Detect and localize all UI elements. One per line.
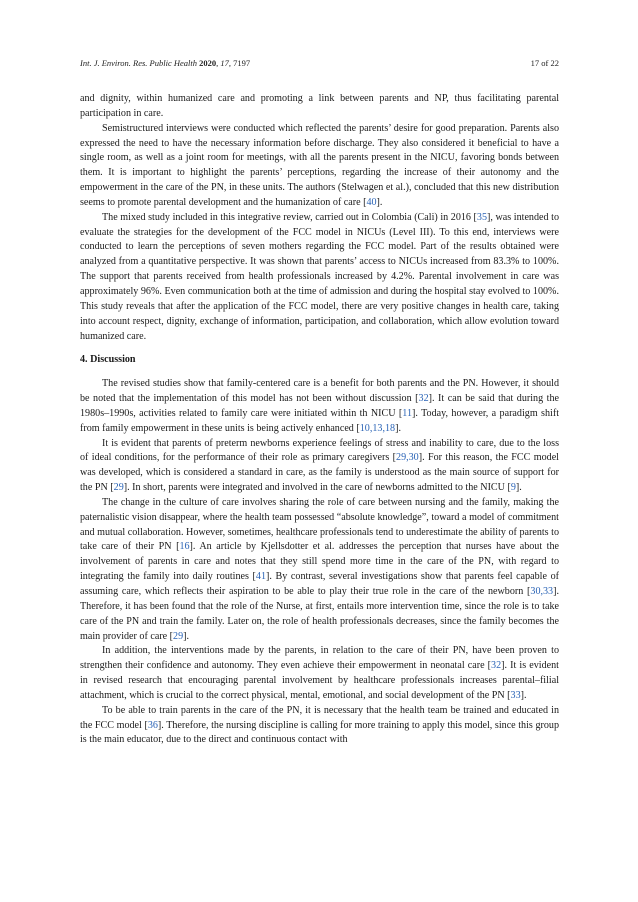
paragraph-text: ]. An article by Kjellsdotter et al. addresses the perception that nurses have about the involvement of parents in care and notes that they still spend more time in the care of the PN, with regard to integrating the family into daily routines [ — [80, 541, 559, 583]
running-header — [80, 58, 559, 72]
paragraph-text: ]. — [183, 630, 190, 642]
paragraph-text: The mixed study included in this integrative review, carried out in Colombia (Cali) in 2016 [ — [102, 211, 477, 223]
citation-link[interactable]: 41 — [255, 571, 267, 583]
paragraph-text: Semistructured interviews were conducted which reflected the parents’ desire for good preparation. Parents also expressed the need to have the necessary information before discharge. They also considered it beneficial to have a single room, as well as a joint room for meetings, with all the parents present in the NICU, favoring bonds between them. It is important to highlight the parents’ perceptions, regarding the increase of their autonomy and the empowerment in the care of the PN, in these units. The authors (Stelwagen et al.), concluded that this new distribution seems to promote parental development and the humanization of care [ — [80, 122, 559, 208]
paragraph — [80, 122, 559, 211]
section-title: Discussion — [90, 354, 136, 366]
article-number: 7197 — [233, 58, 251, 68]
paragraph-text: The revised studies show that family-centered care is a benefit for both parents and the PN. However, it should be noted that the implementation of this model has not been without discussion [ — [80, 378, 559, 405]
paragraph — [80, 704, 559, 749]
paragraph-text: ]. — [395, 422, 401, 434]
citation-link[interactable]: 40 — [366, 196, 377, 208]
page-number: 17 of 22 — [530, 58, 559, 68]
discussion-paragraphs — [80, 377, 559, 748]
paragraph-text: It is evident that parents of preterm newborns experience feelings of stress and inability to care, due to the loss of ideal conditions, for the performance of their role as primary caregivers [ — [80, 437, 559, 464]
paragraph-text: ]. It can be said that during the 1980s–1990s, activities related to family care were initiated within th NICU [ — [80, 393, 559, 419]
paragraph-text: In addition, the interventions made by the parents, in relation to the care of their PN, have been proven to strengthen their confidence and autonomy. They even achieve their empowerment in neonatal care [ — [80, 645, 559, 672]
paragraph-text: ]. For this reason, the FCC model was developed, which is considered a standard in care, as the family is understood as the main source of support for the PN [ — [80, 452, 559, 494]
section-number: 4. — [80, 354, 88, 366]
citation-link[interactable]: 11 — [402, 407, 413, 419]
article-body — [80, 92, 559, 748]
paragraph — [80, 496, 559, 644]
paragraph — [80, 211, 559, 345]
journal-name: Int. J. Environ. Res. Public Health — [80, 58, 198, 68]
paragraph-text: ]. — [515, 482, 522, 494]
section-heading — [80, 353, 559, 368]
paragraph-text: ]. Therefore, it has been found that the role of the Nurse, at first, entails more intervention time, since the role is to take care of the PN and train the family. Later on, the role of health professionals decreases, since the family becomes the main provider of care [ — [80, 586, 559, 642]
journal-volume: 17 — [220, 58, 229, 68]
paragraph-text: The change in the culture of care involves sharing the role of care between nursing and the family, making the paternalistic vision disappear, where the health team possessed “absolute knowledge”, toward a model of commitment and mutual collaboration. However, sometimes, healthcare professionals tend to underestimate the ability of parents to take care of their PN [ — [80, 496, 559, 553]
paragraph — [80, 644, 559, 703]
paragraph-text: ]. — [376, 196, 383, 208]
citation-link[interactable]: 32 — [418, 393, 429, 405]
citation-link[interactable]: 29 — [173, 630, 184, 642]
citation-link[interactable]: 29,30 — [396, 452, 419, 464]
citation-link[interactable]: 10,13,18 — [359, 422, 396, 434]
citation-link[interactable]: 16 — [179, 541, 190, 553]
paragraph-text: ]. It is evident in revised research that encouraging parental involvement by healthcare professionals increases parental–filial attachment, which is crucial to the correct physical, mental, emotional, and social development of the PN [ — [80, 660, 559, 701]
citation-link[interactable]: 9 — [510, 482, 516, 494]
citation-link[interactable]: 35 — [476, 211, 488, 223]
citation-link[interactable]: 33 — [510, 689, 521, 701]
paragraph-text: ]. Today, however, a paradigm shift from family empowerment in these units is being actively enhanced [ — [80, 407, 559, 434]
paragraph-text: ], was intended to evaluate the strategies for the development of the FCC model in NICUs (Level III). To this end, interviews were conducted to learn the perceptions of seven mothers regarding the FCC model. Part of the results obtained were analyzed from a quantitative perspective. It was shown that parents’ access to NICUs increased from 83.3% to 100%. The support that parents received from health professionals increased by 4.2%. Parental involvement in care was approximately 96%. Even communication both at the time of admission and during the hospital stay evolved to 100%. This study reveals that after the application of the FCC model, there are very positive changes in health care, taking into account respect, dignity, exchange of information, participation, and collaboration, which allow evolution toward humanized care. — [80, 211, 559, 342]
results-paragraphs — [80, 92, 559, 344]
paragraph — [80, 377, 559, 436]
citation-link[interactable]: 32 — [491, 660, 502, 672]
paragraph-text: ]. Therefore, the nursing discipline is calling for more training to apply this model, since this group is the main educator, due to the direct and continuous contact with — [80, 719, 559, 746]
paragraph-text: ]. By contrast, several investigations show that parents feel capable of assuming care, which reflects their aspiration to be able to play their true role in the care of the newborn [ — [80, 571, 559, 597]
journal-citation: Int. J. Environ. Res. Public Health 2020, 17, 7197 — [80, 58, 251, 68]
paragraph — [80, 437, 559, 496]
paragraph-text: To be able to train parents in the care of the PN, it is necessary that the health team be trained and educated in the FCC model [ — [80, 704, 559, 731]
paragraph-text: ]. — [520, 689, 527, 701]
paragraph-text: ]. In short, parents were integrated and involved in the care of newborns admitted to the NICU [ — [123, 482, 511, 494]
citation-link[interactable]: 30,33 — [530, 586, 554, 597]
citation-link[interactable]: 29 — [113, 482, 124, 494]
paragraph-text: and dignity, within humanized care and promoting a link between parents and NP, thus facilitating parental participation in care. — [80, 93, 559, 119]
citation-link[interactable]: 36 — [147, 719, 158, 731]
paragraph — [80, 92, 559, 122]
journal-year: 2020 — [199, 58, 217, 68]
